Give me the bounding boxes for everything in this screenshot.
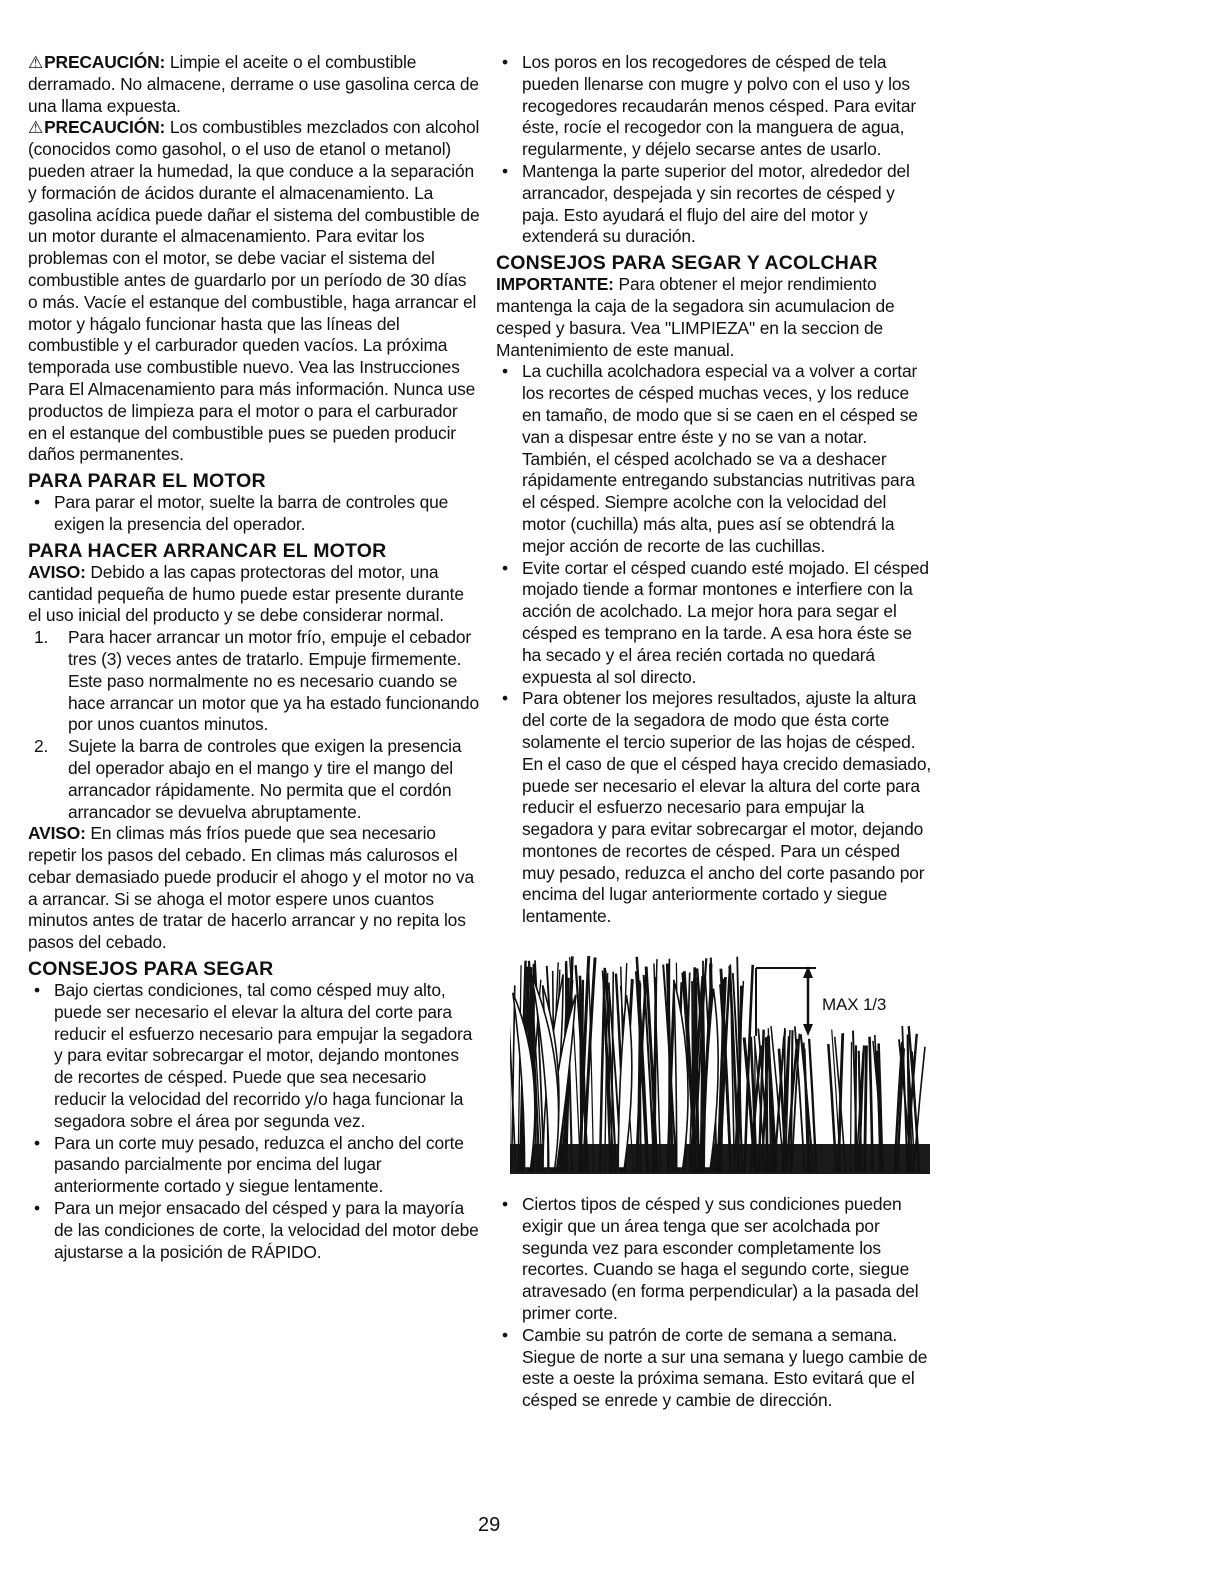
list-item: • Bajo ciertas condiciones, tal como césped muy alto, puede ser necesario el elevar la altura del corte para reducir el esfuerzo necesario para empujar la segadora y para evitar sobrecargar el motor, dejando montones de recortes de césped. Puede que sea necesario reducir la velocidad del recorrido y/o haga funcionar la segadora sobre el área por segunda vez. xyxy=(28,980,480,1133)
warning-label: PRECAUCIÓN: xyxy=(44,117,166,138)
important-paragraph xyxy=(496,274,932,361)
list-item: • La cuchilla acolchadora especial va a volver a cortar los recortes de césped muchas veces, y los reduce en tamaño, de modo que si se caen en el césped se van a dispesar entre éste y no se van a notar. También, el césped acolchado se va a deshacer rápidamente entregando substancias nutritivas para el césped. Siempre acolche con la velocidad del motor (cuchilla) más alta, pues así se obtendrá la mejor acción de recorte de las cuchillas. xyxy=(496,361,932,557)
list-item: • Para un corte muy pesado, reduzca el ancho del corte pasando parcialmente por encima del lugar anteriormente cortado y siegue lentamente. xyxy=(28,1133,480,1198)
start-steps-list xyxy=(28,627,480,823)
warning-paragraph-1 xyxy=(28,52,480,117)
list-item: • Para un mejor ensacado del césped y para la mayoría de las condiciones de corte, la velocidad del motor debe ajustarse a la posición de RÁPIDO. xyxy=(28,1198,480,1263)
list-item xyxy=(28,627,480,736)
page-number: 29 xyxy=(478,1514,501,1536)
mulching-tips-list xyxy=(496,361,932,928)
list-item xyxy=(28,736,480,823)
section-heading-mulching-tips: CONSEJOS PARA SEGAR Y ACOLCHAR xyxy=(496,252,878,275)
warning-text: Los combustibles mezclados con alcohol (conocidos como gasohol, o el uso de etanol o metanol) pueden atraer la humedad, la que conduce a la separación y formación de ácidos durante el almacenamiento. La gasolina acídica puede dañar el sistema del combustible de un motor durante el almacenamiento. Para evitar los problemas con el motor, se debe vaciar el sistema del combustible antes de guardarlo por un período de 30 días o más. Vacíe el estanque del combustible, haga arrancar el motor y hágalo funcionar hasta que las líneas del combustible y el carburador queden vacíos. La próxima temporada use combustible nuevo. Vea las Instrucciones Para El Almacenamiento para más información. Nunca use productos de limpieza para el motor o para el carburador en el estanque del combustible pues se pueden producir daños permanentes. xyxy=(28,117,480,465)
list-item: • Ciertos tipos de césped y sus condiciones pueden exigir que un área tenga que ser acolchada por segunda vez para esconder completamente los recortes. Cuando se haga el segundo corte, siegue atravesado (en forma perpendicular) a la pasada del primer corte. xyxy=(496,1194,932,1325)
bagger-tips-list xyxy=(496,52,932,248)
list-item: • Para obtener los mejores resultados, ajuste la altura del corte de la segadora de modo que ésta corte solamente el tercio superior de las hojas de césped. En el caso de que el césped haya crecido demasiado, puede ser necesario el elevar la altura del corte para reducir el esfuerzo necesario para empujar la segadora y para evitar sobrecargar el motor, dejando montones de recortes de césped. Para un césped muy pesado, reduzca el ancho del corte pasando por encima del lugar anteriormente cortado y siegue lentamente. xyxy=(496,688,932,928)
notice-paragraph xyxy=(28,562,480,627)
left-column xyxy=(28,52,480,1263)
warning-triangle-icon: ⚠ xyxy=(28,118,44,138)
mowing-tips-list xyxy=(28,980,480,1263)
grass-blades xyxy=(510,956,930,1174)
grass-cut-height-illustration xyxy=(510,948,930,1176)
warning-label: PRECAUCIÓN: xyxy=(44,52,166,72)
arrow-down-icon xyxy=(803,1024,813,1036)
notice-text: En climas más fríos puede que sea necesario repetir los pasos del cebado. En climas más calurosos el cebar demasiado puede producir el ahogo y el motor no va a arrancar. Si se ahoga el motor espere unos cuantos minutos antes de tratar de hacerlo arrancar y no repita los pasos del cebado. xyxy=(28,823,474,953)
list-item: • Los poros en los recogedores de césped de tela pueden llenarse con mugre y polvo con el uso y los recogedores recaudarán menos césped. Para evitar éste, rocíe el recogedor con la manguera de agua, regularmente, y déjelo secarse antes de usarlo. xyxy=(496,52,932,161)
stop-engine-list xyxy=(28,492,480,536)
step-number: 1. xyxy=(34,627,49,648)
grass-illustration-svg xyxy=(510,948,930,1176)
section-heading-stop-engine: PARA PARAR EL MOTOR xyxy=(28,470,266,493)
list-item: • Para parar el motor, suelte la barra de controles que exigen la presencia del operador. xyxy=(28,492,480,536)
warning-text: Limpie el aceite o el combustible derramado. No almacene, derrame o use gasolina cerca de una llama expuesta. xyxy=(28,52,479,116)
step-text: Sujete la barra de controles que exigen la presencia del operador abajo en el mango y tire el mango del arrancador rápidamente. No permita que el cordón arrancador se devuelva abruptamente. xyxy=(68,736,462,822)
section-heading-mowing-tips: CONSEJOS PARA SEGAR xyxy=(28,958,274,981)
notice-label: AVISO: xyxy=(28,823,86,844)
step-number: 2. xyxy=(34,736,49,757)
section-heading-start-engine: PARA HACER ARRANCAR EL MOTOR xyxy=(28,539,387,562)
warning-paragraph-2 xyxy=(28,117,480,466)
warning-triangle-icon: ⚠ xyxy=(28,53,44,72)
max-one-third-label: MAX 1/3 xyxy=(822,995,887,1015)
notice-text: Debido a las capas protectoras del motor, una cantidad pequeña de humo puede estar presente durante el uso inicial del producto y se debe considerar normal. xyxy=(28,561,464,626)
list-item: • Mantenga la parte superior del motor, alrededor del arrancador, despejada y sin recortes de césped y paja. Esto ayudará el flujo del aire del motor y extenderá su duración. xyxy=(496,161,932,248)
important-text: Para obtener el mejor rendimiento mantenga la caja de la segadora sin acumulacion de cesped y basura. Vea "LIMPIEZA" en la seccion de Mantenimiento de este manual. xyxy=(496,274,895,360)
right-column xyxy=(496,52,932,1412)
list-item: • Cambie su patrón de corte de semana a semana. Siegue de norte a sur una semana y luego cambie de este a oeste la próxima semana. Esto evitará que el césped se enrede y cambie de dirección. xyxy=(496,1325,932,1412)
important-label: IMPORTANTE: xyxy=(496,274,614,295)
notice-label: AVISO: xyxy=(28,561,86,582)
list-item: • Evite cortar el césped cuando esté mojado. El césped mojado tiende a formar montones e interfiere con la acción de acolchado. La mejor hora para segar el césped es temprano en la tarde. A esa hora éste se ha secado y el área recién cortada no quedará expuesta al sol directo. xyxy=(496,558,932,689)
additional-mulching-tips-list xyxy=(496,1194,932,1412)
notice-paragraph-2 xyxy=(28,823,480,954)
step-text: Para hacer arrancar un motor frío, empuje el cebador tres (3) veces antes de tratarlo. Empuje firmemente. Este paso normalmente no es necesario cuando se hace arrancar un motor que ya ha estado funcionando por unos cuantos minutos. xyxy=(68,627,479,735)
